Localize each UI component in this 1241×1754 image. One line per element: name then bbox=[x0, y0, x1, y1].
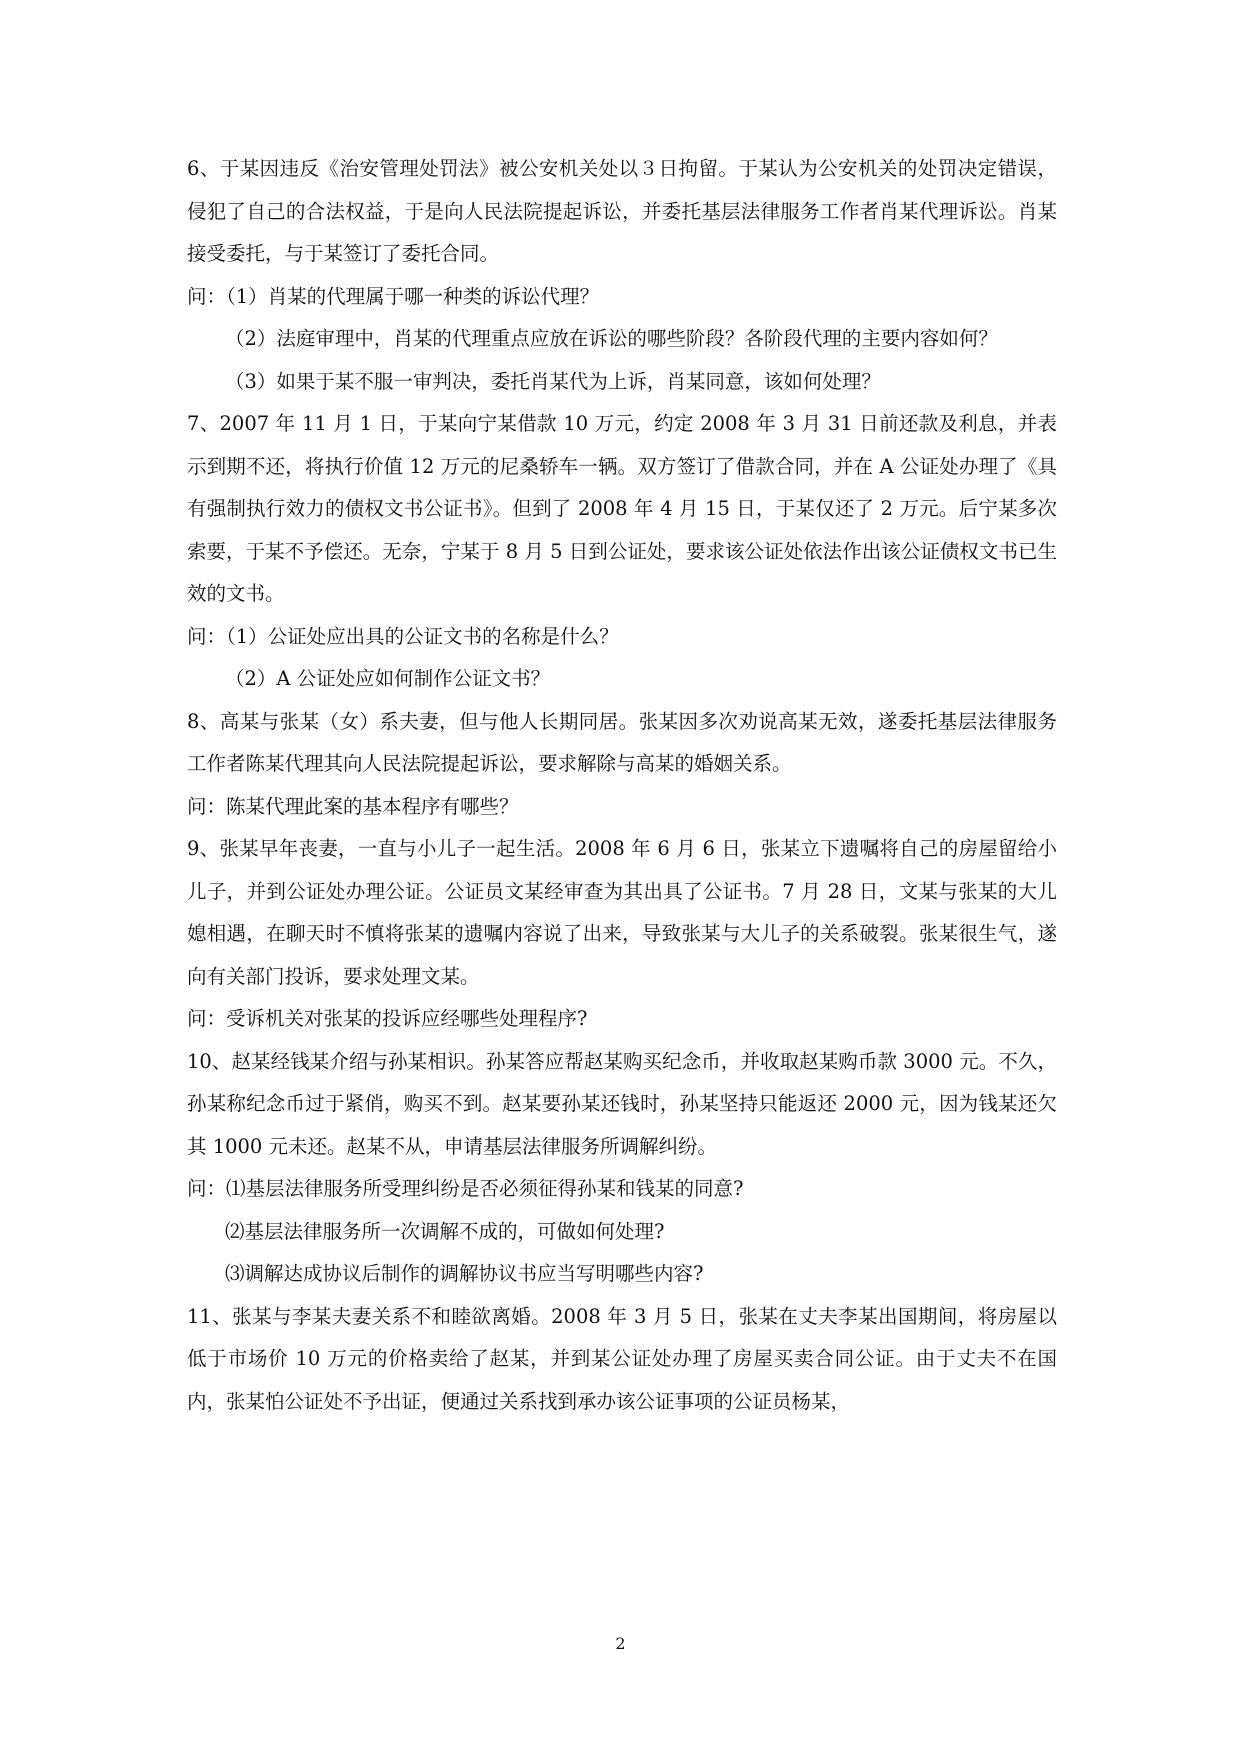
paragraph-case-6: 6、于某因违反《治安管理处罚法》被公安机关处以３日拘留。于某认为公安机关的处罚决定错误，侵犯了自己的合法权益，于是向人民法院提起诉讼，并委托基层法律服务工作者肖某代理诉讼。肖某接受委托，与于某签订了委托合同。 bbox=[187, 157, 1057, 265]
question-case-7-2: （2）A 公证处应如何制作公证文书？ bbox=[225, 667, 551, 690]
paragraph-case-8: 8、高某与张某（女）系夫妻，但与他人长期同居。张某因多次劝说高某无效，遂委托基层法律服务工作者陈某代理其向人民法院提起诉讼，要求解除与高某的婚姻关系。 bbox=[187, 709, 1057, 775]
question-case-6-3: （3）如果于某不服一审判决，委托肖某代为上诉，肖某同意，该如何处理？ bbox=[225, 369, 881, 393]
question-case-10-2: ⑵基层法律服务所一次调解不成的，可做如何处理? bbox=[225, 1219, 665, 1243]
page-number: 2 bbox=[615, 1634, 626, 1653]
document-body bbox=[187, 148, 1057, 1423]
paragraph-case-9: 9、张某早年丧妻，一直与小儿子一起生活。2008 年 6 月 6 日，张某立下遗嘱将自己的房屋留给小儿子，并到公证处办理公证。公证员文某经审查为其出具了公证书。7 月 28 日，文某与张某的大儿媳相遇，在聊天时不慎将张某的遗嘱内容说了出来，导致张某与大儿子的关系破裂。张某很生气，遂向有关部门投诉，要求处理文某。 bbox=[187, 837, 1057, 988]
question-case-8: 问：陈某代理此案的基本程序有哪些？ bbox=[187, 794, 519, 818]
question-case-7-1: 问：（1）公证处应出具的公证文书的名称是什么？ bbox=[187, 624, 619, 648]
paragraph-case-7: 7、2007 年 11 月 1 日，于某向宁某借款 10 万元，约定 2008 年 3 月 31 日前还款及利息，并表示到期不还，将执行价值 12 万元的尼桑轿车一辆。双方签订了借款合同，并在 A 公证处办理了《具有强制执行效力的债权文书公证书》。但到了 2008 年 4 月 15 日，于某仅还了 2 万元。后宁某多次索要，于某不予偿还。无奈，宁某于 8 月 5 日到公证处，要求该公证处依法作出该公证债权文书已生效的文书。 bbox=[187, 412, 1057, 605]
question-case-6-2: （2）法庭审理中，肖某的代理重点应放在诉讼的哪些阶段？各阶段代理的主要内容如何？ bbox=[225, 327, 998, 350]
question-case-10-1: 问：⑴基层法律服务所受理纠纷是否必须征得孙某和钱某的同意? bbox=[187, 1177, 744, 1200]
paragraph-case-10: 10、赵某经钱某介绍与孙某相识。孙某答应帮赵某购买纪念币，并收取赵某购币款 3000 元。不久，孙某称纪念币过于紧俏，购买不到。赵某要孙某还钱时，孙某坚持只能返还 2000 元，因为钱某还欠其 1000 元未还。赵某不从，申请基层法律服务所调解纠纷。 bbox=[187, 1049, 1057, 1158]
question-case-10-3: ⑶调解达成协议后制作的调解协议书应当写明哪些内容? bbox=[225, 1262, 704, 1285]
paragraph-case-11: 11、张某与李某夫妻关系不和睦欲离婚。2008 年 3 月 5 日，张某在丈夫李某出国期间，将房屋以低于市场价 10 万元的价格卖给了赵某，并到某公证处办理了房屋买卖合同公证。由于丈夫不在国内，张某怕公证处不予出证，便通过关系找到承办该公证事项的公证员杨某， bbox=[187, 1304, 1057, 1413]
question-case-6-1: 问：（1）肖某的代理属于哪一种类的诉讼代理？ bbox=[187, 284, 600, 308]
question-case-9: 问：受诉机关对张某的投诉应经哪些处理程序? bbox=[187, 1007, 588, 1030]
